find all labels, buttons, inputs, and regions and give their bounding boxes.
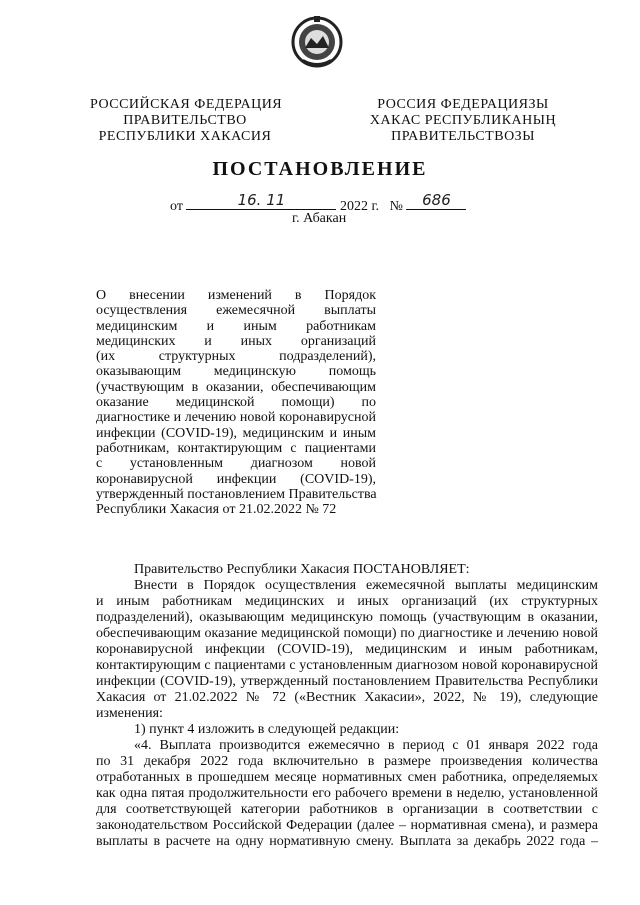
- paragraph-line: инфекции (COVID-19), утвержденный постановлением Правительства Республики: [96, 674, 598, 689]
- date-blank: [186, 193, 336, 210]
- coat-of-arms-emblem: [289, 14, 345, 70]
- preamble: [96, 562, 598, 578]
- paragraph-line: законодательством Российской Федерации (далее – нормативная смена), и размера: [96, 818, 598, 833]
- subject-line: коронавирусной инфекции (COVID-19),: [96, 471, 376, 487]
- subject-line: оказание медицинской помощи) по: [96, 395, 376, 411]
- header-right: [368, 97, 558, 145]
- document-title: ПОСТАНОВЛЕНИЕ: [212, 158, 428, 180]
- subject-block: [96, 288, 376, 517]
- item-1: [96, 722, 598, 738]
- subject-line: (их структурных подразделений),: [96, 349, 376, 365]
- header-left-line: РЕСПУБЛИКИ ХАКАСИЯ: [98, 129, 272, 144]
- paragraph-line: «4. Выплата производится ежемесячно в период с 01 января 2022 года: [134, 738, 598, 753]
- header-left-line: ПРАВИТЕЛЬСТВО: [123, 113, 247, 128]
- handwritten-number: 686: [422, 191, 451, 209]
- header-right-line: ХАКАС РЕСПУБЛИКАНЫҢ: [369, 113, 557, 128]
- subject-line: оказывающим медицинскую помощь: [96, 364, 376, 380]
- paragraph-line: изменения:: [96, 706, 163, 721]
- paragraph-line: контактирующим с пациентами с установленным диагнозом новой коронавирусной: [96, 658, 598, 673]
- paragraph-line: обеспечивающим оказание медицинской помощи) по диагностике и лечению новой: [96, 626, 598, 641]
- subject-line: утвержденный постановлением Правительства: [96, 486, 377, 502]
- header-right-line: РОССИЯ ФЕДЕРАЦИЯЗЫ: [377, 97, 549, 112]
- subject-line: Республики Хакасия от 21.02.2022 № 72: [96, 502, 337, 518]
- paragraph-line: и иным работникам медицинских и иных организаций (их структурных: [96, 594, 598, 609]
- subject-line: осуществления ежемесячной выплаты: [96, 303, 376, 319]
- paragraph-line: Хакасия от 21.02.2022 № 72 («Вестник Хакасии», 2022, № 19), следующие: [96, 690, 598, 705]
- subject-line: с установленным диагнозом новой: [96, 456, 376, 472]
- header-left: [90, 97, 283, 145]
- paragraph-line: отработанных в прошедшем месяце нормативных смен работника, определяемых: [96, 770, 598, 785]
- header-left-line: РОССИЙСКАЯ ФЕДЕРАЦИЯ: [90, 97, 283, 112]
- subject-line: О внесении изменений в Порядок: [96, 288, 376, 303]
- paragraph-line: Внести в Порядок осуществления ежемесячной выплаты медицинским: [134, 578, 598, 593]
- header-right-line: ПРАВИТЕЛЬСТВОЗЫ: [391, 129, 535, 144]
- city: г. Абакан: [292, 211, 347, 226]
- subject-line: медицинским и иным работникам: [96, 318, 376, 334]
- paragraph-1: [96, 578, 598, 722]
- paragraph-line: коронавирусной инфекции (COVID-19), медицинским и иным работникам,: [96, 642, 598, 657]
- preamble-text: Правительство Республики Хакасия ПОСТАНОВЛЯЕТ:: [134, 562, 470, 577]
- subject-line: инфекции (COVID-19), медицинским и иным: [96, 425, 376, 441]
- paragraph-line: по 31 декабря 2022 года включительно в размере произведения количества: [96, 754, 598, 769]
- date-year: 2022 г.: [339, 199, 380, 214]
- subject-line: медицинских и иных организаций: [96, 333, 376, 349]
- paragraph-line: для соответствующей категории работников в организации в соответствии с: [96, 802, 598, 817]
- number-blank: [406, 193, 466, 210]
- paragraph-line: подразделений), оказывающим медицинскую помощь (участвующим в оказании,: [96, 610, 598, 625]
- subject-line: работникам, контактирующим с пациентами: [96, 440, 376, 456]
- subject-line: диагностике и лечению новой коронавирусной: [96, 410, 376, 426]
- number-sign: №: [389, 199, 403, 214]
- paragraph-2: [96, 738, 598, 850]
- subject-line: (участвующим в оказании, обеспечивающим: [96, 379, 376, 395]
- paragraph-line: как одна пятая продолжительности его рабочего времени в неделю, установленной: [96, 786, 598, 801]
- paragraph-line: выплаты в расчете на одну нормативную смену. Выплата за декабрь 2022 года –: [96, 834, 598, 849]
- item-1-text: 1) пункт 4 изложить в следующей редакции:: [134, 722, 400, 737]
- date-prefix: от: [170, 199, 183, 214]
- handwritten-date: 16. 11: [237, 191, 286, 209]
